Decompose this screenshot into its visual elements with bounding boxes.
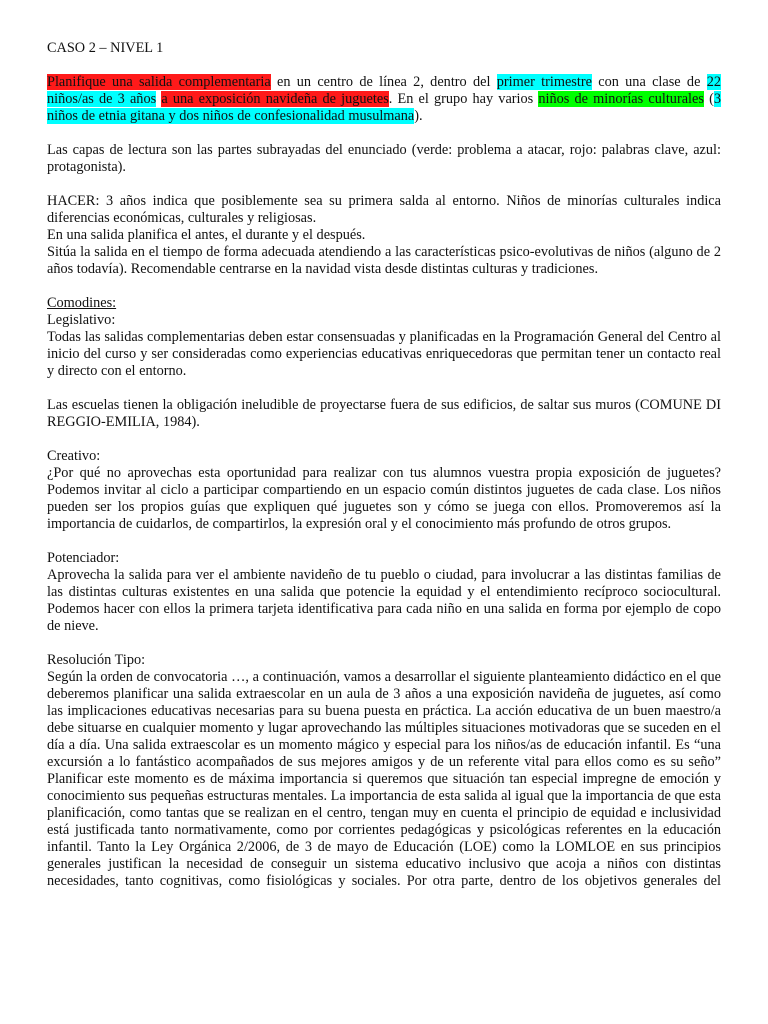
- reading-layers-paragraph: Las capas de lectura son las partes subrayadas del enunciado (verde: problema a atacar, rojo: palabras clave, azul: protagonista).: [47, 142, 721, 175]
- hacer-paragraph: En una salida planifica el antes, el durante y el después.: [47, 227, 366, 243]
- hacer-section: [47, 193, 721, 278]
- statement-text: (: [703, 91, 714, 107]
- problem-highlight: niños de minorías culturales: [538, 91, 704, 107]
- legislativo-paragraph: Todas las salidas complementarias deben estar consensuadas y planificadas en la Programación General del Centro al inicio del curso y ser consideradas como experiencias educativas enriquecedoras que permitan tener un contacto real y directo con el entorno.: [47, 329, 721, 379]
- resolucion-section: [47, 652, 721, 890]
- statement-text: con una clase de: [591, 74, 707, 90]
- document-page: [47, 40, 721, 890]
- statement-text: . En el grupo hay varios: [388, 91, 539, 107]
- legislativo-section: [47, 295, 721, 380]
- hacer-paragraph: Sitúa la salida en el tiempo de forma adecuada atendiendo a las características psico-evolutivas de niños (alguno de 2 años todavía). Recomendable centrarse en la navidad vista desde distintas culturas y tradiciones.: [47, 244, 721, 277]
- hacer-paragraph: HACER: 3 años indica que posiblemente sea su primera salda al entorno. Niños de minorías culturales indica diferencias económicas, culturales y religiosas.: [47, 193, 721, 226]
- keyword-highlight: Planifique una salida complementaria: [47, 74, 271, 90]
- statement-text: ).: [414, 108, 423, 124]
- creativo-label: Creativo:: [47, 448, 101, 464]
- protagonist-highlight: 3 niños de etnia gitana y dos niños de confesionalidad musulmana: [47, 91, 722, 124]
- creativo-section: [47, 448, 721, 533]
- potenciador-section: [47, 550, 721, 635]
- protagonist-highlight: primer trimestre: [496, 74, 592, 90]
- creativo-paragraph: ¿Por qué no aprovechas esta oportunidad para realizar con tus alumnos vuestra propia exposición de juguetes? Podemos invitar al ciclo a participar compartiendo en un espacio común distintos juguetes de cada clase. Los niños pueden ser los propios guías que expliquen qué juguetes son y cómo se juega con ellos. Promoveremos así la importancia de cuidarlos, de compartirlos, la expresión oral y el conocimiento más profundo de otros grupos.: [47, 465, 721, 532]
- keyword-highlight: a una exposición navideña de juguetes: [161, 91, 389, 107]
- potenciador-label: Potenciador:: [47, 550, 120, 566]
- comodines-heading: Comodines:: [47, 295, 117, 311]
- potenciador-paragraph: Aprovecha la salida para ver el ambiente navideño de tu pueblo o ciudad, para involucrar a las distintas familias de las distintas culturas existentes en una salida que potencie la equidad y el entendimiento recíproco sociocultural. Podemos hacer con ellos la primera tarjeta identificativa para cada niño en una salida en forma por ejemplo de copo de nieve.: [47, 567, 721, 634]
- statement-text: en un centro de línea 2, dentro del: [270, 74, 497, 90]
- resolucion-label: Resolución Tipo:: [47, 652, 146, 668]
- resolucion-paragraph: Según la orden de convocatoria …, a continuación, vamos a desarrollar el siguiente planteamiento didáctico en el que deberemos planificar una salida extraescolar en un aula de 3 años a una exposición navideña de juguetes, así como las implicaciones educativas necesarias para su buena puesta en práctica. La acción educativa de un buen maestro/a debe situarse en cualquier momento y lugar aprovechando las múltiples situaciones motivadoras que se suceden en el día a día. Una salida extraescolar es un momento mágico y especial para los niños/as de educación infantil. Es “una excursión a lo fantástico acompañados de sus mejores amigos y de un referente vital para ellos como es su seño” Planificar este momento es de máxima importancia si queremos que situación tan especial impregne de emoción y conocimiento sus pequeñas estructuras mentales. La importancia de esta salida al igual que la importancia de que esta planificación, como tantas que se realizan en el centro, tengan muy en cuenta el principio de equidad e inclusividad está justificada tanto normativamente, como por corrientes pedagógicas y psicológicas referentes en la educación infantil. Tanto la Ley Orgánica 2/2006, de 3 de mayo de Educación (LOE) como la LOMLOE en sus principios generales justifican la necesidad de conseguir un sistema educativo inclusivo que acoja a niños con distintas necesidades, tanto cognitivas, como fisiológicas y sociales. Por otra parte, dentro de los objetivos generales del: [47, 669, 721, 889]
- reggio-quote-paragraph: Las escuelas tienen la obligación ineludible de proyectarse fuera de sus edificios, de saltar sus muros (COMUNE DI REGGIO-EMILIA, 1984).: [47, 397, 721, 430]
- protagonist-highlight: 22 niños/as de 3 años: [47, 74, 722, 107]
- case-statement: [47, 74, 721, 125]
- legislativo-label: Legislativo:: [47, 312, 116, 328]
- case-title: CASO 2 – NIVEL 1: [47, 40, 164, 56]
